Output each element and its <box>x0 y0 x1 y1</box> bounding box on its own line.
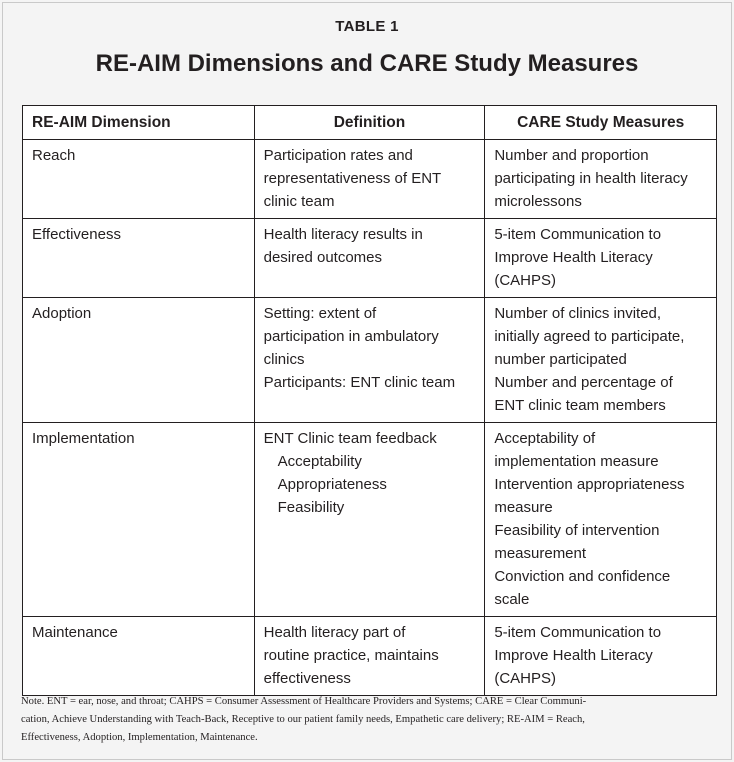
note-line: Note. ENT = ear, nose, and throat; CAHPS = Consumer Assessment of Healthcare Providers and Systems; CARE = Clear Communi- <box>21 696 587 707</box>
table-row <box>23 219 717 298</box>
definition-line: Participation rates and <box>263 147 413 164</box>
measures-line: Improve Health Literacy <box>494 249 653 266</box>
table-title: RE-AIM Dimensions and CARE Study Measures <box>95 50 639 77</box>
definition-cell <box>254 219 485 298</box>
measures-line: number participated <box>494 351 627 368</box>
definition-cell <box>254 423 485 617</box>
measures-line: ENT clinic team members <box>494 397 666 414</box>
measures-line: scale <box>494 591 530 608</box>
dimension-cell: Reach <box>23 140 255 219</box>
definition-line: Health literacy results in <box>263 226 423 243</box>
column-header-definition: Definition <box>254 106 485 140</box>
definition-line: participation in ambulatory <box>263 328 439 345</box>
measures-cell <box>485 219 717 298</box>
measures-cell <box>485 140 717 219</box>
measures-line: (CAHPS) <box>494 272 556 289</box>
measures-cell <box>485 423 717 617</box>
definition-line: effectiveness <box>263 670 351 687</box>
measures-line: Conviction and confidence <box>494 568 671 585</box>
table-row <box>23 423 717 617</box>
measures-table <box>22 105 717 696</box>
measures-line: Number and percentage of <box>494 374 673 391</box>
definition-line: desired outcomes <box>263 249 383 266</box>
definition-subitem: Acceptability <box>277 453 362 470</box>
definition-line: Participants: ENT clinic team <box>263 374 456 391</box>
measures-line: Improve Health Literacy <box>494 647 653 664</box>
table-note <box>21 693 716 747</box>
table-row <box>23 298 717 423</box>
column-header-dimension: RE-AIM Dimension <box>23 106 255 140</box>
definition-line: clinic team <box>263 193 335 210</box>
table-row <box>23 617 717 696</box>
definition-cell <box>254 298 485 423</box>
measures-line: Number of clinics invited, <box>494 305 662 322</box>
measures-line: measure <box>494 499 553 516</box>
measures-line: implementation measure <box>494 453 659 470</box>
definition-line: representativeness of ENT <box>263 170 442 187</box>
definition-cell <box>254 617 485 696</box>
measures-line: microlessons <box>494 193 582 210</box>
measures-line: initially agreed to participate, <box>494 328 685 345</box>
dimension-cell: Effectiveness <box>23 219 255 298</box>
definition-line: Setting: extent of <box>263 305 377 322</box>
measures-line: measurement <box>494 545 587 562</box>
measures-line: Feasibility of intervention <box>494 522 660 539</box>
definition-line: routine practice, maintains <box>263 647 439 664</box>
definition-line: Health literacy part of <box>263 624 406 641</box>
definition-line: ENT Clinic team feedback <box>263 430 437 447</box>
measures-line: participating in health literacy <box>494 170 688 187</box>
measures-cell <box>485 617 717 696</box>
measures-line: (CAHPS) <box>494 670 556 687</box>
column-header-measures: CARE Study Measures <box>485 106 717 140</box>
measures-line: Number and proportion <box>494 147 649 164</box>
definition-cell <box>254 140 485 219</box>
table-row <box>23 140 717 219</box>
dimension-cell: Implementation <box>23 423 255 617</box>
measures-line: 5-item Communication to <box>494 226 662 243</box>
table-label: TABLE 1 <box>335 18 399 35</box>
definition-line: clinics <box>263 351 305 368</box>
table-header-row <box>23 106 717 140</box>
measures-line: Intervention appropriateness <box>494 476 685 493</box>
measures-cell <box>485 298 717 423</box>
dimension-cell: Maintenance <box>23 617 255 696</box>
dimension-cell: Adoption <box>23 298 255 423</box>
definition-subitem: Appropriateness <box>277 476 387 493</box>
note-line: Effectiveness, Adoption, Implementation, Maintenance. <box>21 732 258 743</box>
definition-subitem: Feasibility <box>277 499 345 516</box>
measures-line: 5-item Communication to <box>494 624 662 641</box>
measures-line: Acceptability of <box>494 430 596 447</box>
note-line: cation, Achieve Understanding with Teach-Back, Receptive to our patient family needs, Empathetic care delivery; RE-AIM = Reach, <box>21 714 585 725</box>
